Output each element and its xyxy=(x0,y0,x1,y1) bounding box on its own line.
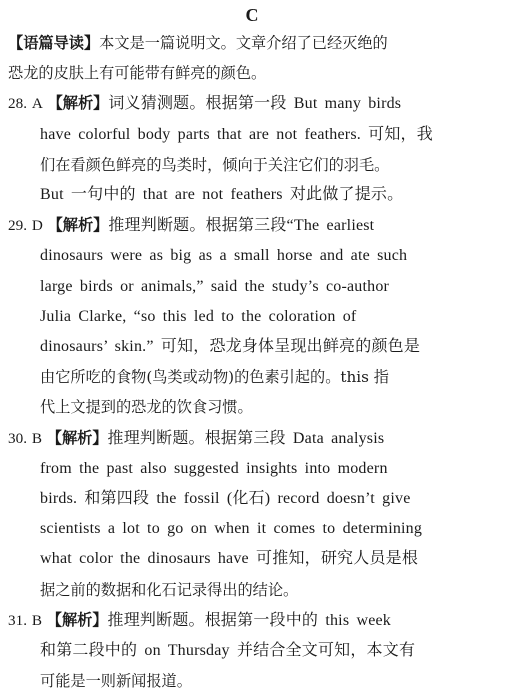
answer-letter: A xyxy=(31,95,43,113)
question-number: 28. xyxy=(8,95,27,113)
analysis-tag: 【解析】 xyxy=(46,610,108,629)
question-text: from the past also suggested insights into modern xyxy=(40,459,388,477)
reading-guide xyxy=(8,28,496,88)
answer-letter: D xyxy=(31,217,43,235)
question-text: 们在看颜色鲜亮的鸟类时，倾向于关注它们的羽毛。 xyxy=(40,155,390,174)
question-text: But 一句中的 that are not feathers 对此做了提示。 xyxy=(40,186,404,204)
question-text: birds. 和第四段 the fossil (化石) record doesn’t give xyxy=(40,490,411,508)
analysis-tag: 【解析】 xyxy=(46,428,108,447)
question-text: 可能是一则新闻报道。 xyxy=(40,672,192,691)
question-text: 和第二段中的 on Thursday 并结合全文可知，本文有 xyxy=(40,642,416,660)
question-text: scientists a lot to go on when it comes to determining xyxy=(40,520,423,538)
question-text: Julia Clarke, “so this led to the coloration of xyxy=(40,307,357,325)
question-number: 29. xyxy=(8,217,27,235)
question-text: 推理判断题。根据第三段 Data analysis xyxy=(107,429,385,447)
guide-line-2: 恐龙的皮肤上有可能带有鲜亮的颜色。 xyxy=(8,64,267,83)
question-text: dinosaurs were as big as a small horse and ate such xyxy=(40,247,408,265)
question-text: dinosaurs’ skin.” 可知，恐龙身体呈现出鲜亮的颜色是 xyxy=(40,338,421,356)
question-text: have colorful body parts that are not feathers. 可知，我 xyxy=(40,125,433,143)
question-text: 据之前的数据和化石记录得出的结论。 xyxy=(40,580,299,599)
guide-text-1: 本文是一篇说明文。文章介绍了已经灭绝的 xyxy=(99,34,388,52)
question-text: 推理判断题。根据第一段中的 this week xyxy=(107,611,392,629)
section-heading: C xyxy=(245,5,259,25)
question-28-line-1 xyxy=(8,88,496,119)
analysis-tag: 【解析】 xyxy=(47,94,109,113)
question-text: 推理判断题。根据第三段“The earliest xyxy=(108,217,375,235)
question-text: 由它所吃的食物(鸟类或动物)的色素引起的。this 指 xyxy=(40,368,389,387)
question-28 xyxy=(8,88,496,210)
answer-letter: B xyxy=(31,429,42,447)
guide-line-1 xyxy=(8,28,496,58)
question-number: 30. xyxy=(8,429,27,447)
question-text: large birds or animals,” said the study’s co-author xyxy=(40,277,390,295)
guide-label: 【语篇导读】 xyxy=(8,34,100,52)
question-30 xyxy=(8,423,496,605)
question-text: 词义猜测题。根据第一段 But many birds xyxy=(108,95,402,113)
question-text: 代上文提到的恐龙的饮食习惯。 xyxy=(40,398,253,417)
question-text: what color the dinosaurs have 可推知，研究人员是根 xyxy=(40,550,419,568)
question-29 xyxy=(8,210,496,422)
question-30-line-1 xyxy=(8,423,496,454)
question-number: 31. xyxy=(8,611,27,629)
question-29-line-1 xyxy=(8,210,496,241)
question-31 xyxy=(8,605,496,696)
answer-letter: B xyxy=(31,611,42,629)
question-31-line-1 xyxy=(8,605,496,636)
analysis-tag: 【解析】 xyxy=(47,216,109,235)
